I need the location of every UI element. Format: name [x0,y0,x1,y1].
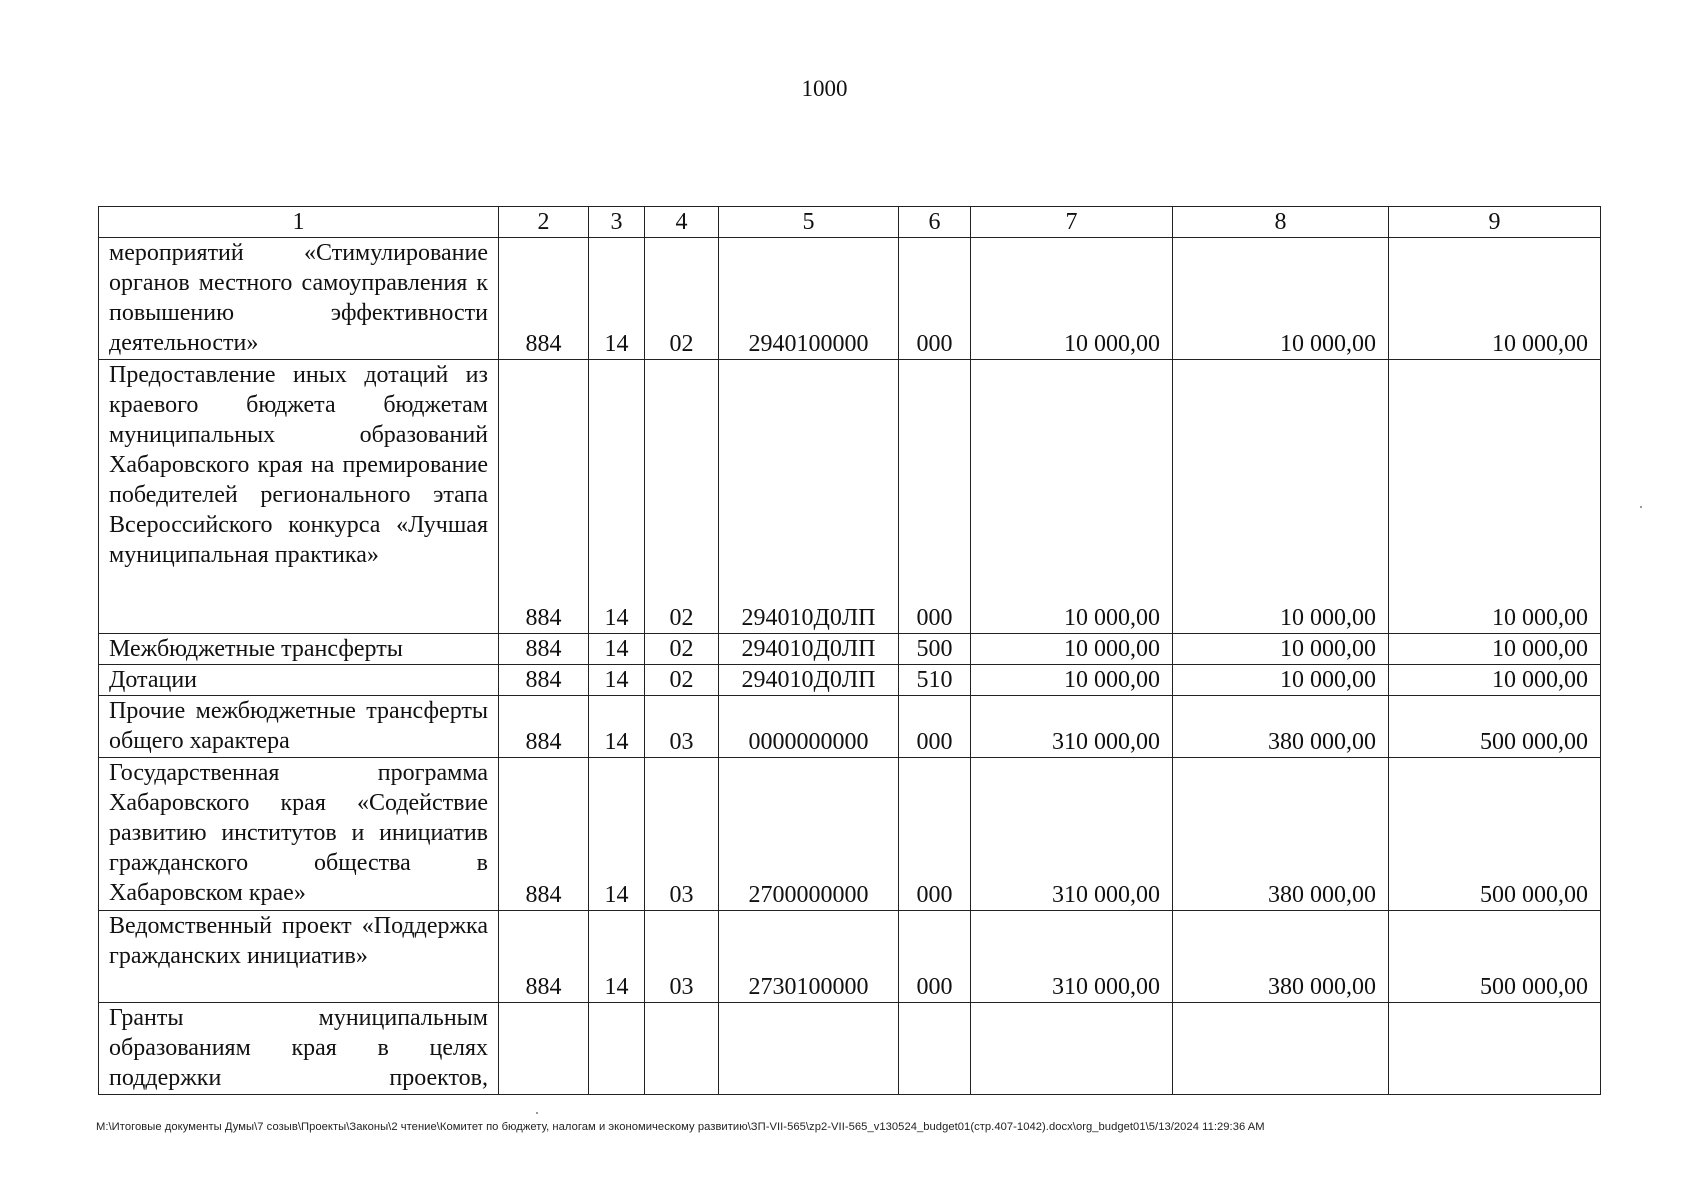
cell-amount-year1: 310 000,00 [971,911,1173,1003]
cell-amount-year1 [971,1003,1173,1095]
column-header: 4 [645,207,719,238]
cell-admin-code: 884 [499,758,589,911]
cell-subsection: 03 [645,758,719,911]
cell-admin-code: 884 [499,634,589,665]
cell-expense-type: 000 [899,360,971,634]
cell-amount-year3 [1389,1003,1601,1095]
cell-amount-year2: 10 000,00 [1173,634,1389,665]
cell-section: 14 [589,665,645,696]
cell-admin-code [499,1003,589,1095]
cell-subsection [645,1003,719,1095]
cell-expense-type: 000 [899,238,971,360]
cell-expense-type: 000 [899,911,971,1003]
cell-expense-type: 000 [899,758,971,911]
table-row [99,911,1601,1003]
cell-target-article: 294010Д0ЛП [719,665,899,696]
cell-expense-type: 500 [899,634,971,665]
row-name: Дотации [99,665,499,696]
cell-expense-type [899,1003,971,1095]
cell-amount-year1: 10 000,00 [971,238,1173,360]
cell-target-article: 0000000000 [719,696,899,758]
cell-target-article [719,1003,899,1095]
row-name: Государственная программа Хабаровского края «Содействие развитию институтов и инициатив гражданского общества в Хабаровском крае» [99,758,499,911]
table-row [99,696,1601,758]
cell-subsection: 03 [645,911,719,1003]
row-name: Ведомственный проект «Поддержка гражданских инициатив» [99,911,499,1003]
column-header: 1 [99,207,499,238]
cell-section [589,1003,645,1095]
table-row [99,360,1601,634]
column-header: 6 [899,207,971,238]
cell-admin-code: 884 [499,696,589,758]
cell-subsection: 02 [645,360,719,634]
cell-amount-year1: 10 000,00 [971,665,1173,696]
cell-subsection: 02 [645,665,719,696]
column-header: 3 [589,207,645,238]
cell-amount-year1: 310 000,00 [971,696,1173,758]
cell-target-article: 294010Д0ЛП [719,360,899,634]
cell-amount-year2: 380 000,00 [1173,696,1389,758]
cell-amount-year2 [1173,1003,1389,1095]
cell-section: 14 [589,634,645,665]
table-row [99,758,1601,911]
cell-section: 14 [589,360,645,634]
cell-expense-type: 510 [899,665,971,696]
cell-amount-year3: 10 000,00 [1389,665,1601,696]
cell-admin-code: 884 [499,911,589,1003]
cell-subsection: 03 [645,696,719,758]
cell-section: 14 [589,758,645,911]
cell-amount-year1: 10 000,00 [971,634,1173,665]
cell-subsection: 02 [645,238,719,360]
cell-target-article: 294010Д0ЛП [719,634,899,665]
cell-amount-year3: 10 000,00 [1389,238,1601,360]
cell-section: 14 [589,696,645,758]
cell-amount-year1: 310 000,00 [971,758,1173,911]
cell-target-article: 2940100000 [719,238,899,360]
cell-amount-year2: 380 000,00 [1173,911,1389,1003]
budget-table [98,206,1601,1095]
column-header: 8 [1173,207,1389,238]
row-name: Прочие межбюджетные трансферты общего характера [99,696,499,758]
cell-expense-type: 000 [899,696,971,758]
footer-file-path: M:\Итоговые документы Думы\7 созыв\Проекты\Законы\2 чтение\Комитет по бюджету, налогам и экономическому развитию\ЗП-VII-565\zp2-VII-565_v130524_budget01(стр.407-1042).docx\org_budget01\5/13/2024 11:29:36 AM [96,1121,1265,1133]
cell-admin-code: 884 [499,360,589,634]
cell-section: 14 [589,911,645,1003]
cell-amount-year2: 380 000,00 [1173,758,1389,911]
cell-target-article: 2700000000 [719,758,899,911]
column-header: 7 [971,207,1173,238]
column-header: 5 [719,207,899,238]
cell-amount-year1: 10 000,00 [971,360,1173,634]
cell-amount-year3: 10 000,00 [1389,634,1601,665]
cell-amount-year3: 500 000,00 [1389,758,1601,911]
cell-amount-year2: 10 000,00 [1173,360,1389,634]
table-row [99,634,1601,665]
row-name: Гранты муниципальным образованиям края в целях поддержки проектов, [99,1003,499,1095]
cell-admin-code: 884 [499,665,589,696]
row-name: Межбюджетные трансферты [99,634,499,665]
page-number: 1000 [801,76,848,101]
cell-amount-year2: 10 000,00 [1173,665,1389,696]
table-row [99,665,1601,696]
cell-amount-year3: 500 000,00 [1389,911,1601,1003]
cell-subsection: 02 [645,634,719,665]
cell-section: 14 [589,238,645,360]
column-header: 2 [499,207,589,238]
cell-target-article: 2730100000 [719,911,899,1003]
cell-amount-year2: 10 000,00 [1173,238,1389,360]
table-row [99,1003,1601,1095]
column-header: 9 [1389,207,1601,238]
row-name: мероприятий «Стимулирование органов местного самоуправления к повышению эффективности деятельности» [99,238,499,360]
cell-admin-code: 884 [499,238,589,360]
cell-amount-year3: 500 000,00 [1389,696,1601,758]
row-name: Предоставление иных дотаций из краевого бюджета бюджетам муниципальных образований Хабаровского края на премирование победителей регионального этапа Всероссийского конкурса «Лучшая муниципальная практика» [99,360,499,634]
table-row [99,238,1601,360]
scan-speck [536,1112,538,1114]
scan-speck [1640,506,1642,508]
column-number-row [99,207,1601,238]
cell-amount-year3: 10 000,00 [1389,360,1601,634]
